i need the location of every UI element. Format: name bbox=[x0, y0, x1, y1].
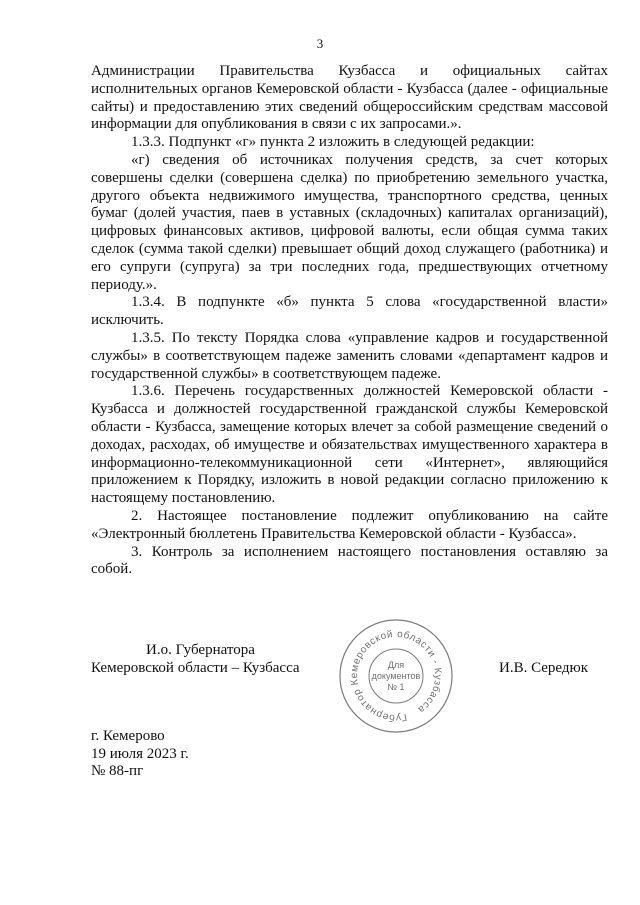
stamp-ring-text: Губернатор Кемеровской области - Кузбасса bbox=[348, 628, 444, 724]
stamp-center-line-2: документов bbox=[371, 671, 421, 681]
paragraph-subitem-g: «г) сведения об источниках получения средств, за счет которых совершены сделки (совершена сделка) по приобретению земельного участка, другого объекта недвижимого имущества, транспортного средства, ценных бумаг (долей участия, паев в уставных (складочных) капиталах организаций), цифровых финансовых активов, цифровой валюты, если общая сумма таких сделок (сумма такой сделки) превышает общий доход служащего (работника) и его супруги (супруга) за три последних года, предшествующих отчетному периоду.». bbox=[91, 151, 608, 293]
footer-date: 19 июля 2023 г. bbox=[91, 745, 189, 762]
stamp-center-line-3: № 1 bbox=[387, 682, 405, 692]
paragraph-2: 2. Настоящее постановление подлежит опубликованию на сайте «Электронный бюллетень Правительства Кемеровской области - Кузбасса». bbox=[91, 507, 608, 542]
paragraph-continuation: Администрации Правительства Кузбасса и официальных сайтах исполнительных органов Кемеровской области - Кузбасса (далее - официальные сайты) и предоставлению этих сведений общероссийским средствам массовой информации для опубликования в связи с их запросами.». bbox=[91, 63, 608, 133]
footer-city: г. Кемерово bbox=[91, 728, 165, 744]
document-body bbox=[91, 63, 608, 579]
page-number: 3 bbox=[316, 36, 324, 51]
signatory-name: И.В. Середюк bbox=[499, 660, 589, 676]
paragraph-1-3-6: 1.3.6. Перечень государственных должностей Кемеровской области - Кузбасса и должностей государственной гражданской службы Кемеровской области - Кузбасса, замещение которых влечет за собой размещение сведений о доходах, расходах, об имуществе и обязательствах имущественного характера в информационно-телекоммуникационной сети «Интернет», являющийся приложением к Порядку, изложить в новой редакции согласно приложению к настоящему постановлению. bbox=[91, 383, 608, 507]
paragraph-1-3-5: 1.3.5. По тексту Порядка слова «управление кадров и государственной службы» в соответствующем падеже заменить словами «департамент кадров и государственной службы» в соответствующем падеже. bbox=[91, 329, 608, 382]
signatory-region: Кемеровской области – Кузбасса bbox=[91, 660, 300, 676]
paragraph-1-3-3: 1.3.3. Подпункт «г» пункта 2 изложить в следующей редакции: bbox=[131, 134, 535, 151]
footer-number: № 88-пг bbox=[91, 763, 144, 779]
stamp-center-line-1: Для bbox=[387, 660, 405, 670]
official-stamp bbox=[337, 617, 455, 735]
signatory-title: И.о. Губернатора bbox=[146, 642, 255, 658]
paragraph-3: 3. Контроль за исполнением настоящего постановления оставляю за собой. bbox=[91, 543, 608, 578]
document-footer bbox=[91, 728, 189, 781]
paragraph-1-3-4: 1.3.4. В подпункте «б» пункта 5 слова «государственной власти» исключить. bbox=[91, 294, 608, 329]
